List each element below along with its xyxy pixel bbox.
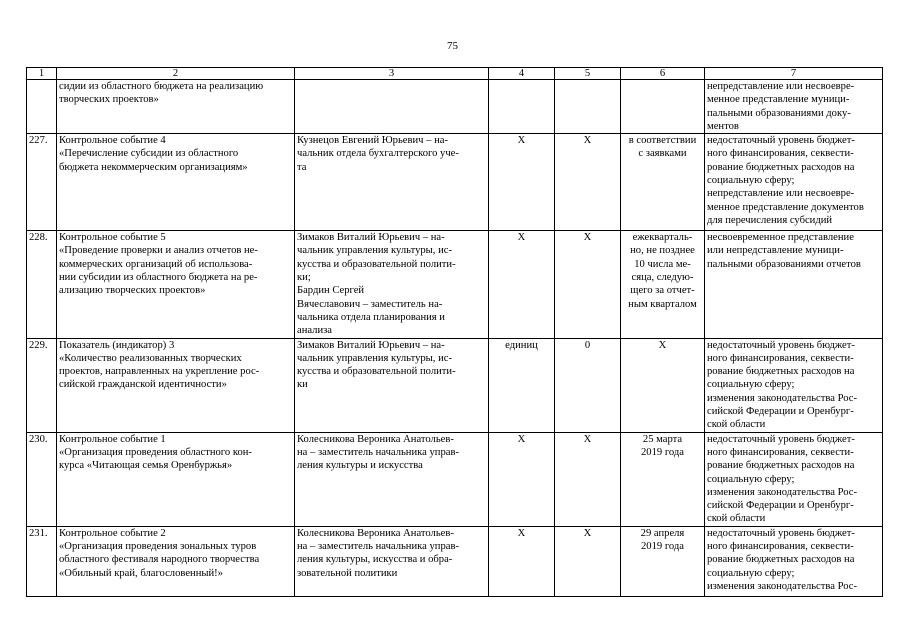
event-name [57,80,295,134]
event-name-line: Контрольное событие 1 [59,433,166,445]
responsible-person-line: зовательной политики [297,567,398,579]
risks-line: изменения законодательства Рос- [707,580,858,592]
responsible-person [295,338,489,432]
responsible-person-line: чальник управления культуры, ис- [297,245,452,257]
responsible-person-line: анализа [297,325,333,337]
risks [705,338,883,432]
responsible-person-line: кусства и образовательной полити- [297,258,456,270]
risks-line: пальными образованиями доку- [707,107,851,119]
risks-line: рование бюджетных расходов на [707,366,855,378]
event-name [57,231,295,338]
deadline-line: Х [658,339,667,351]
deadline-line: 2019 года [640,446,684,458]
risks [705,134,883,231]
risks-line: изменения законодательства Рос- [707,392,858,404]
responsible-person [295,432,489,526]
deadline-line: 10 числа ме- [634,258,691,270]
event-name-line: Контрольное событие 5 [59,232,166,244]
risks-line: пальными образованиями отчетов [707,258,861,270]
risks-line: или непредставление муници- [707,245,844,257]
event-name [57,526,295,596]
responsible-person-line: Вячеславович – заместитель на- [297,298,443,310]
responsible-person-line: ки; [297,272,311,284]
column-header-5: 5 [555,68,621,80]
risks-line: ской области [707,513,766,525]
responsible-person-line: Колесникова Вероника Анатольев- [297,527,454,539]
event-name-line: сидии из областного бюджета на реализацию [59,81,264,92]
event-name-line: «Перечисление субсидии из областного [59,148,239,160]
column-5-value: Х [555,526,621,596]
deadline [621,526,705,596]
risks-line: ментов [707,120,739,132]
responsible-person [295,80,489,134]
deadline-line: сяца, следую- [631,272,694,284]
responsible-person-line: чальник управления культуры, ис- [297,352,452,364]
deadline [621,231,705,338]
column-5-value [555,80,621,134]
deadline-line: ным кварталом [628,298,697,310]
event-name [57,432,295,526]
column-header-6: 6 [621,68,705,80]
deadline-line: 29 апреля [640,527,685,539]
event-name-line: областного фестиваля народного творчества [59,554,260,566]
column-5-value: Х [555,231,621,338]
event-name-line: ализацию творческих проектов» [59,285,206,297]
column-4-value: Х [489,432,555,526]
event-name-line: «Количество реализованных творческих [59,352,242,364]
risks-line: ного финансирования, секвести- [707,352,854,364]
responsible-person-line: Зимаков Виталий Юрьевич – на- [297,339,445,351]
risks-line: социальную сферу; [707,473,795,485]
responsible-person [295,526,489,596]
risks-line: непредставление или несвоевре- [707,188,855,200]
event-name-line: «Проведение проверки и анализ отчетов не- [59,245,258,257]
risks-line: сийской Федерации и Оренбург- [707,500,854,512]
column-5-value: Х [555,432,621,526]
risks-line: несвоевременное представление [707,232,854,244]
event-name-line: Показатель (индикатор) 3 [59,339,175,351]
responsible-person-line: Колесникова Вероника Анатольев- [297,433,454,445]
risks-line: социальную сферу; [707,567,795,579]
event-name-line: бюджета некоммерческим организациям» [59,161,248,173]
row-number: 228. [27,231,57,338]
table-row [27,80,883,134]
risks [705,231,883,338]
row-number: 231. [27,526,57,596]
column-4-value [489,80,555,134]
risks [705,80,883,134]
event-name-line: «Обильный край, благословенный!» [59,567,223,579]
deadline-line: но, не позднее [630,245,695,257]
risks [705,432,883,526]
responsible-person-line: ления культуры и искусства [297,460,423,472]
risks-line: рование бюджетных расходов на [707,554,855,566]
risks-line: ного финансирования, секвести- [707,148,854,160]
plan-table [26,67,883,597]
risks-line: ской области [707,419,766,431]
column-5-value: Х [555,134,621,231]
event-name [57,338,295,432]
event-name-line: творческих проектов» [59,94,159,106]
column-5-value: 0 [555,338,621,432]
responsible-person-line: Зимаков Виталий Юрьевич – на- [297,232,445,244]
table-row [27,134,883,231]
risks-line: социальную сферу; [707,175,795,187]
risks [705,526,883,596]
column-header-2: 2 [57,68,295,80]
risks-line: ного финансирования, секвести- [707,446,854,458]
event-name-line: «Организация проведения областного кон- [59,446,252,458]
risks-line: для перечисления субсидий [707,214,833,226]
risks-line: недостаточный уровень бюджет- [707,433,855,445]
deadline-line: ежекварталь- [632,232,693,244]
event-name-line: сийской гражданской идентичности» [59,379,227,391]
deadline-line: щего за отчет- [630,285,695,297]
deadline-line: 2019 года [640,541,684,553]
header-row [27,68,883,80]
risks-line: непредставление или несвоевре- [707,81,855,92]
risks-line: рование бюджетных расходов на [707,161,855,173]
deadline-line: в соответствии [628,135,697,147]
event-name [57,134,295,231]
risks-line: недостаточный уровень бюджет- [707,527,855,539]
column-4-value: Х [489,231,555,338]
deadline [621,432,705,526]
risks-line: социальную сферу; [707,379,795,391]
responsible-person-line: на – заместитель начальника управ- [297,446,459,458]
table-row [27,432,883,526]
responsible-person-line: ки [297,379,308,391]
risks-line: изменения законодательства Рос- [707,486,858,498]
row-number: 230. [27,432,57,526]
responsible-person-line: чальника отдела планирования и [297,311,445,323]
deadline [621,134,705,231]
event-name-line: нии субсидии из областного бюджета на ре- [59,272,258,284]
event-name-line: «Организация проведения зональных туров [59,541,257,553]
table-body [27,80,883,597]
deadline [621,80,705,134]
responsible-person-line: та [297,161,307,173]
deadline [621,338,705,432]
responsible-person [295,134,489,231]
row-number: 229. [27,338,57,432]
risks-line: сийской Федерации и Оренбург- [707,406,854,418]
event-name-line: коммерческих организаций об использова- [59,258,253,270]
table-row [27,231,883,338]
risks-line: менное представление муници- [707,94,850,106]
responsible-person-line: ления культуры, искусства и обра- [297,554,453,566]
column-4-value: Х [489,526,555,596]
page-number: 75 [447,40,458,52]
responsible-person-line: на – заместитель начальника управ- [297,541,459,553]
deadline-line: 25 марта [642,433,683,445]
risks-line: недостаточный уровень бюджет- [707,339,855,351]
table-row [27,338,883,432]
responsible-person-line: Кузнецов Евгений Юрьевич – на- [297,135,448,147]
responsible-person-line: кусства и образовательной полити- [297,366,456,378]
column-header-7: 7 [705,68,883,80]
event-name-line: Контрольное событие 2 [59,527,166,539]
event-name-line: проектов, направленных на укрепление рос- [59,366,260,378]
event-name-line: Контрольное событие 4 [59,135,166,147]
column-header-1: 1 [27,68,57,80]
column-header-3: 3 [295,68,489,80]
column-4-value: единиц [489,338,555,432]
table-row [27,526,883,596]
row-number [27,80,57,134]
event-name-line: курса «Читающая семья Оренбуржья» [59,460,233,472]
deadline-line: с заявками [638,148,687,160]
risks-line: рование бюджетных расходов на [707,460,855,472]
responsible-person-line: Бардин Сергей [297,285,365,297]
responsible-person [295,231,489,338]
row-number: 227. [27,134,57,231]
column-4-value: Х [489,134,555,231]
column-header-4: 4 [489,68,555,80]
risks-line: менное представление документов [707,201,864,213]
risks-line: недостаточный уровень бюджет- [707,135,855,147]
responsible-person-line: чальник отдела бухгалтерского уче- [297,148,459,160]
risks-line: ного финансирования, секвести- [707,541,854,553]
